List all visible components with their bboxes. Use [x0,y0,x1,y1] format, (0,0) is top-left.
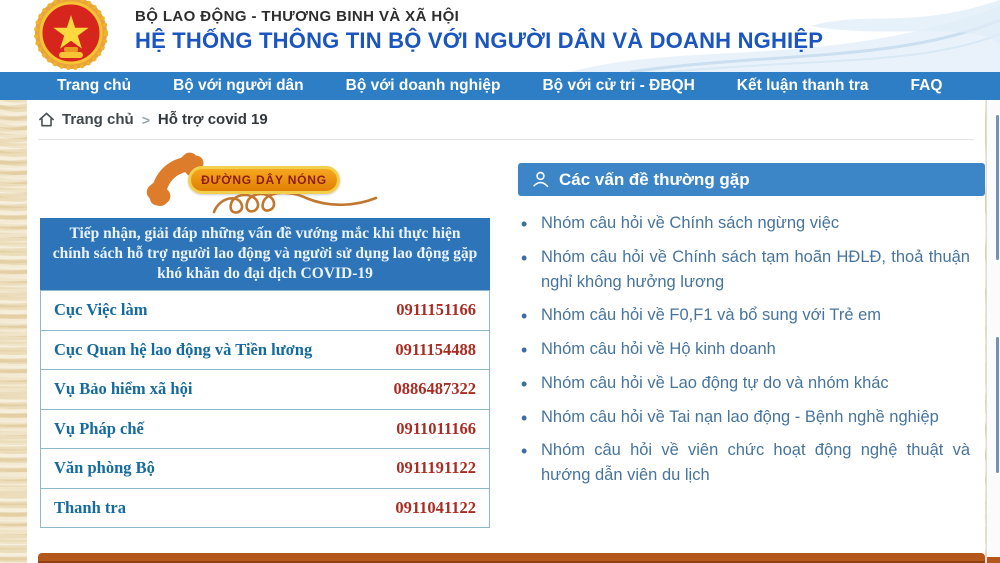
faq-title: Các vấn đề thường gặp [559,169,750,189]
nav-item-inspection[interactable]: Kết luận thanh tra [736,77,869,94]
right-edge-sliver [986,100,1000,563]
footer-top-bar [38,553,985,563]
breadcrumb-current: Hỗ trợ covid 19 [157,111,268,128]
department-name: Văn phòng Bộ [54,458,155,478]
phone-number: 0911041122 [395,497,476,517]
content-area [27,100,985,563]
department-name: Cục Quan hệ lao động và Tiền lương [54,339,313,359]
table-row [40,409,490,450]
faq-list [518,211,970,488]
nav-item-faq[interactable]: FAQ [910,77,943,94]
department-name: Vụ Pháp chế [54,418,144,438]
phone-number: 0911011166 [396,418,476,438]
faq-item-household-business[interactable]: • Nhóm câu hỏi về Hộ kinh doanh [518,337,970,362]
site-header [0,0,1000,72]
breadcrumb-separator: > [141,111,150,128]
faq-item-freelance[interactable]: • Nhóm câu hỏi về Lao động tự do và nhóm khác [518,371,970,396]
nav-item-voters[interactable]: Bộ với cử tri - ĐBQH [542,77,695,94]
phone-cord-icon [210,194,380,218]
faq-panel [518,163,985,488]
phone-number: 0911154488 [395,339,476,359]
faq-item-stop-work[interactable]: • Nhóm câu hỏi về Chính sách ngừng việc [518,211,970,236]
scrollbar-segment[interactable] [996,115,999,260]
faq-item-contract-suspension[interactable]: • Nhóm câu hỏi về Chính sách tạm hoãn HĐLĐ, thoả thuận nghỉ không hưởng lương [518,245,970,295]
footer-edge-fragment [987,557,1000,563]
hotline-description-banner: Tiếp nhận, giải đáp những vấn đề vướng mắc khi thực hiện chính sách hỗ trợ người lao động và người sử dụng lao động gặp khó khăn do đại dịch COVID-19 [40,218,490,290]
phone-number: 0886487322 [393,379,476,399]
hotline-badge: ĐƯỜNG DÂY NÓNG [188,166,340,194]
table-row [40,290,490,331]
scrollbar-segment[interactable] [996,337,999,473]
faq-item-occupational-accident[interactable]: • Nhóm câu hỏi về Tai nạn lao động - Bệnh nghề nghiệp [518,405,970,430]
header-titles [135,8,975,54]
breadcrumb-home-link[interactable]: Trang chủ [62,111,134,128]
table-row [40,330,490,371]
phone-number: 0911151166 [396,300,476,320]
user-icon [531,170,550,189]
table-row [40,448,490,489]
national-emblem-logo [33,0,109,71]
page-title: HỆ THỐNG THÔNG TIN BỘ VỚI NGƯỜI DÂN VÀ DOANH NGHIỆP [135,28,824,53]
hotline-panel [40,152,490,528]
hotline-graphic [40,152,490,216]
nav-item-citizens[interactable]: Bộ với người dân [173,77,304,94]
faq-item-artists-tour-guides[interactable]: • Nhóm câu hỏi về viên chức hoạt động nghệ thuật và hướng dẫn viên du lịch [518,438,970,488]
nav-item-home[interactable]: Trang chủ [57,77,132,94]
department-name: Cục Việc làm [54,300,148,320]
main-navigation [0,72,1000,100]
ministry-name: BỘ LAO ĐỘNG - THƯƠNG BINH VÀ XÃ HỘI [135,8,460,25]
faq-header [518,163,985,196]
table-row [40,488,490,529]
nav-item-business[interactable]: Bộ với doanh nghiệp [345,77,501,94]
faq-item-f0-f1-children[interactable]: • Nhóm câu hỏi về F0,F1 và bổ sung với Trẻ em [518,303,970,328]
breadcrumb [38,100,974,140]
home-icon [38,111,55,128]
hotline-contact-table [40,290,490,528]
department-name: Vụ Bảo hiểm xã hội [54,379,193,399]
department-name: Thanh tra [54,497,126,517]
table-row [40,369,490,410]
phone-number: 0911191122 [396,458,476,478]
